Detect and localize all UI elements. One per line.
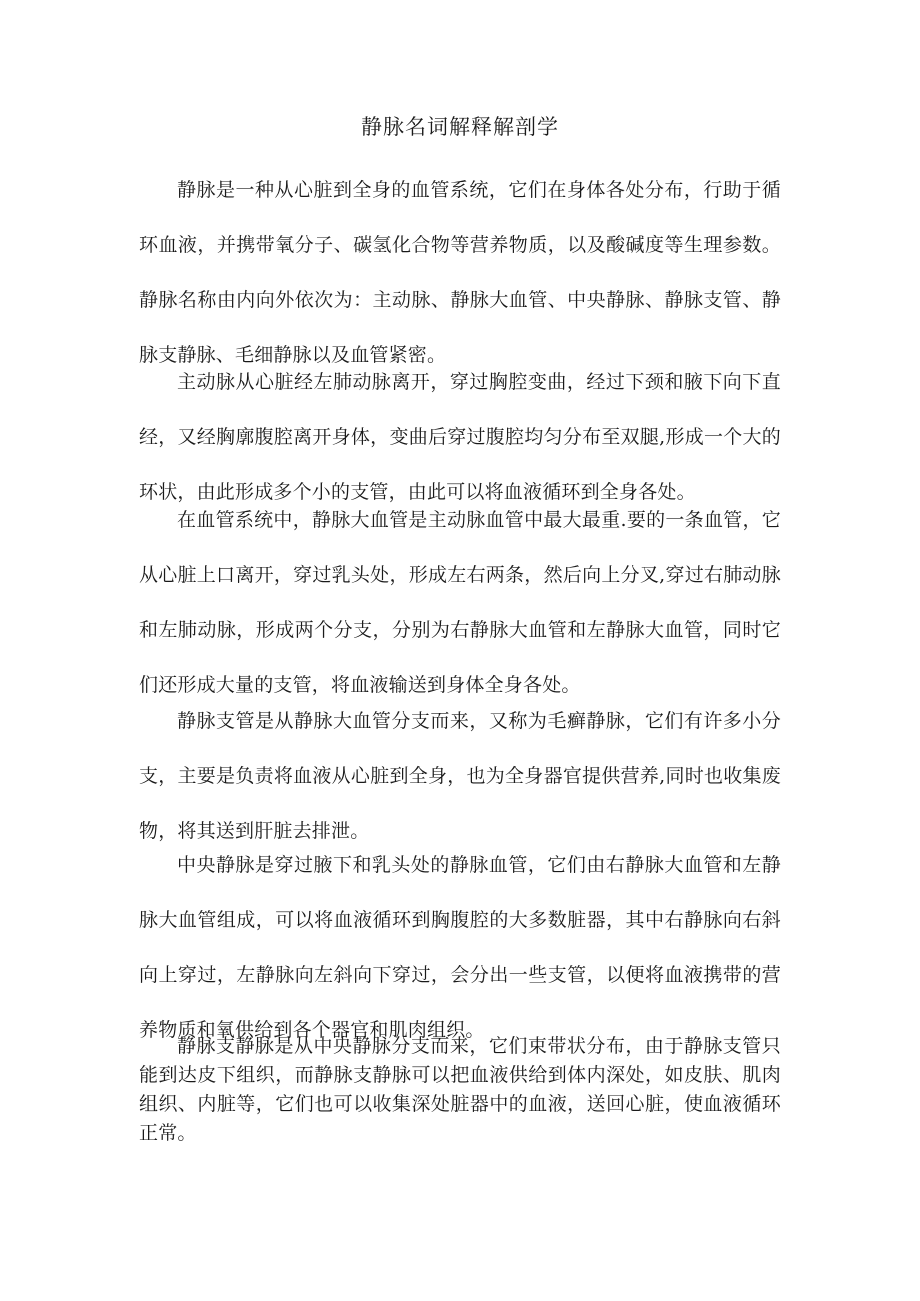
- paragraph-aorta: 主动脉从心脏经左肺动脉离开，穿过胸腔变曲，经过下颈和腋下向下直经，又经胸廓腹腔离开身体，变曲后穿过腹腔均匀分布至双腿,形成一个大的环状，由此形成多个小的支管，由此可以将血液循环到全身各处。: [139, 371, 781, 503]
- paragraph-great-vein: 在血管系统中，静脉大血管是主动脉血管中最大最重.要的一条血管，它从心脏上口离开，穿过乳头处，形成左右两条，然后向上分叉,穿过右肺动脉和左肺动脉，形成两个分支，分别为右静脉大血管和左静脉大血管，同时它们还形成大量的支管，将血液输送到身体全身各处。: [139, 509, 781, 696]
- paragraph-central-vein: 中央静脉是穿过腋下和乳头处的静脉血管，它们由右静脉大血管和左静脉大血管组成，可以将血液循环到胸腹腔的大多数脏器，其中右静脉向右斜向上穿过，左静脉向左斜向下穿过，会分出一些支管，以便将血液携带的营养物质和氧供给到各个器官和肌肉组织。: [139, 854, 781, 1041]
- paragraph-branch-vein: 静脉支静脉是从中央静脉分支而来，它们束带状分布，由于静脉支管只能到达皮下组织，而静脉支静脉可以把血液供给到体内深处，如皮肤、肌肉组织、内脏等，它们也可以收集深处脏器中的血液，送回心脏，使血液循环正常。: [139, 1035, 781, 1144]
- paragraph-intro: 静脉是一种从心脏到全身的血管系统，它们在身体各处分布，行助于循环血液，并携带氧分子、碳氢化合物等营养物质，以及酸碱度等生理参数。静脉名称由内向外依次为：主动脉、静脉大血管、中央静脉、静脉支管、静脉支静脉、毛细静脉以及血管紧密。: [139, 179, 781, 366]
- paragraph-vein-branch: 静脉支管是从静脉大血管分支而来，又称为毛癣静脉，它们有许多小分支，主要是负责将血液从心脏到全身，也为全身器官提供营养,同时也收集废物，将其送到肝脏去排泄。: [139, 710, 781, 842]
- page-title: 静脉名词解释解剖学: [361, 115, 559, 139]
